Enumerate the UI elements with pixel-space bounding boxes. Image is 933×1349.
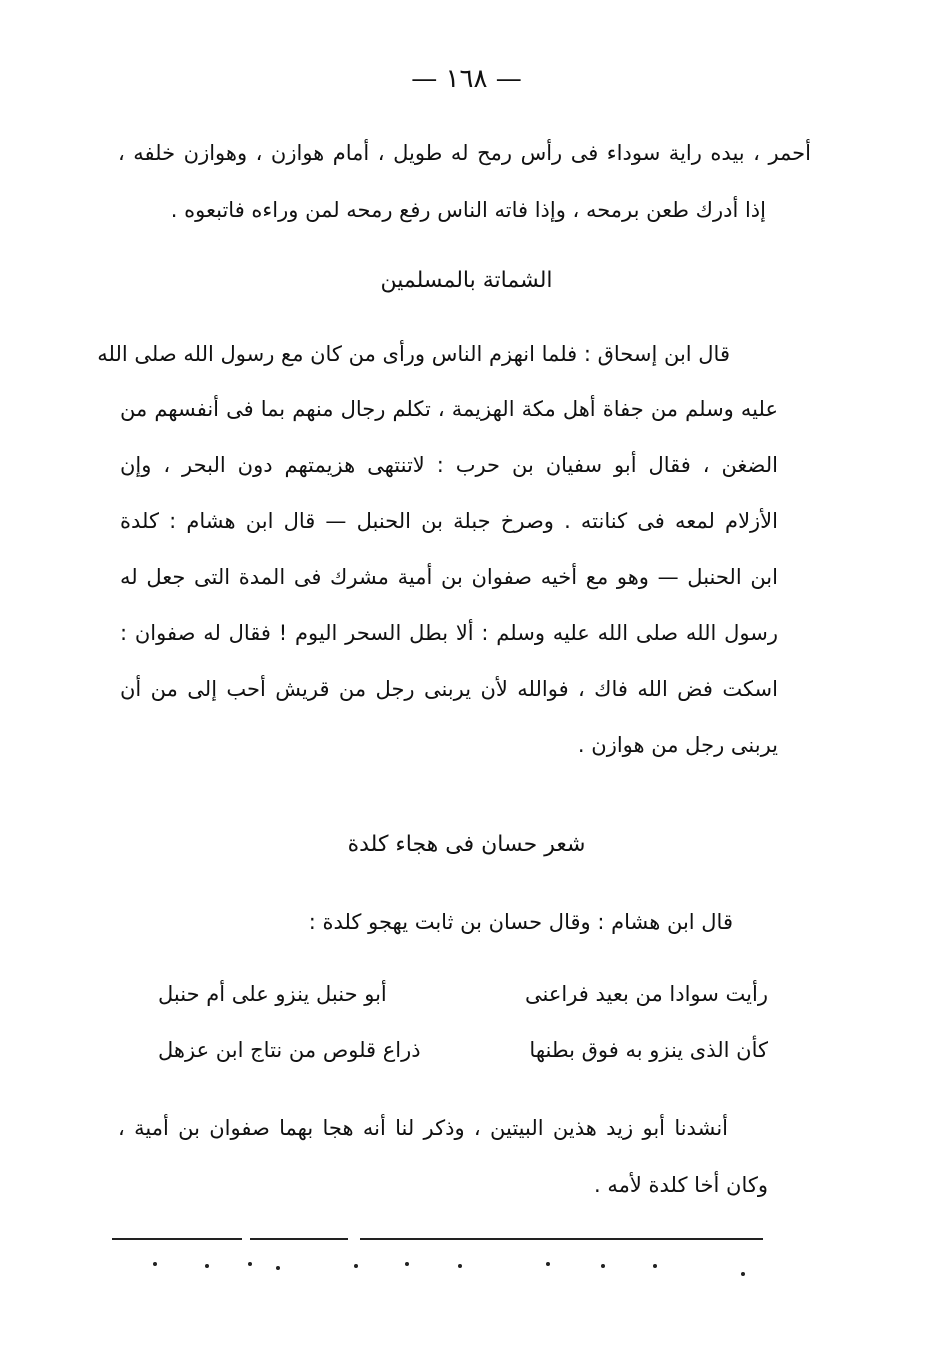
print-speck <box>741 1272 745 1276</box>
verse-1-first-hemistich: رأيت سوادا من بعيد فراعنى <box>524 982 768 1006</box>
footer-rule-segment <box>360 1238 763 1240</box>
paragraph-line-2: عليه وسلم من جفاة أهل مكة الهزيمة ، تكلم رجال منهم بما فى أنفسهم من <box>120 397 778 421</box>
poem-intro: قال ابن هشام : وقال حسان بن ثابت يهجو كلدة : <box>308 910 733 934</box>
closing-line-2: وكان أخا كلدة لأمه . <box>593 1173 768 1197</box>
section-heading-shamata: الشماتة بالمسلمين <box>380 268 553 293</box>
paragraph-line-8: يربنى رجل من هوازن . <box>577 733 778 757</box>
print-speck <box>276 1266 280 1270</box>
paragraph-line-1: قال ابن إسحاق : فلما انهزم الناس ورأى من كان مع رسول الله صلى الله <box>97 342 730 366</box>
verse-2-second-hemistich: ذراع قلوص من نتاج ابن عزهل <box>158 1038 421 1062</box>
print-speck <box>653 1264 657 1268</box>
opening-line-2: إذا أدرك طعن برمحه ، وإذا فاته الناس رفع رمحه لمن وراءه فاتبعوه . <box>170 198 766 222</box>
print-speck <box>601 1264 605 1268</box>
print-speck <box>354 1264 358 1268</box>
print-speck <box>405 1262 409 1266</box>
verse-2-first-hemistich: كأن الذى ينزو به فوق بطنها <box>529 1038 768 1062</box>
page-number: — ١٦٨ — <box>411 64 522 94</box>
print-speck <box>153 1262 157 1266</box>
footer-rule-segment <box>112 1238 242 1240</box>
paragraph-line-4: الأزلام لمعه فى كنانته . وصرخ جبلة بن الحنبل — قال ابن هشام : كلدة <box>120 509 778 533</box>
print-speck <box>205 1264 209 1268</box>
footer-rule-segment <box>250 1238 348 1240</box>
paragraph-line-3: الضغن ، فقال أبو سفيان بن حرب : لاتنتهى هزيمتهم دون البحر ، وإن <box>120 453 778 477</box>
paragraph-line-7: اسكت فض الله فاك ، فوالله لأن يربنى رجل من قريش أحب إلى من أن <box>120 677 778 701</box>
print-speck <box>546 1262 550 1266</box>
opening-line-1: أحمر ، بيده راية سوداء فى رأس رمح له طويل ، أمام هوازن ، وهوازن خلفه ، <box>118 141 811 165</box>
verse-1-second-hemistich: أبو حنبل ينزو على أم حنبل <box>158 982 387 1006</box>
print-speck <box>458 1264 462 1268</box>
closing-line-1: أنشدنا أبو زيد هذين البيتين ، وذكر لنا أنه هجا بهما صفوان بن أمية ، <box>118 1116 728 1140</box>
paragraph-line-6: رسول الله صلى الله عليه وسلم : ألا بطل السحر اليوم ! فقال له صفوان : <box>120 621 778 645</box>
print-speck <box>248 1262 252 1266</box>
section-heading-hassan-poem: شعر حسان فى هجاء كلدة <box>347 832 586 857</box>
paragraph-line-5: ابن الحنبل — وهو مع أخيه صفوان بن أمية مشرك فى المدة التى جعل له <box>120 565 778 589</box>
